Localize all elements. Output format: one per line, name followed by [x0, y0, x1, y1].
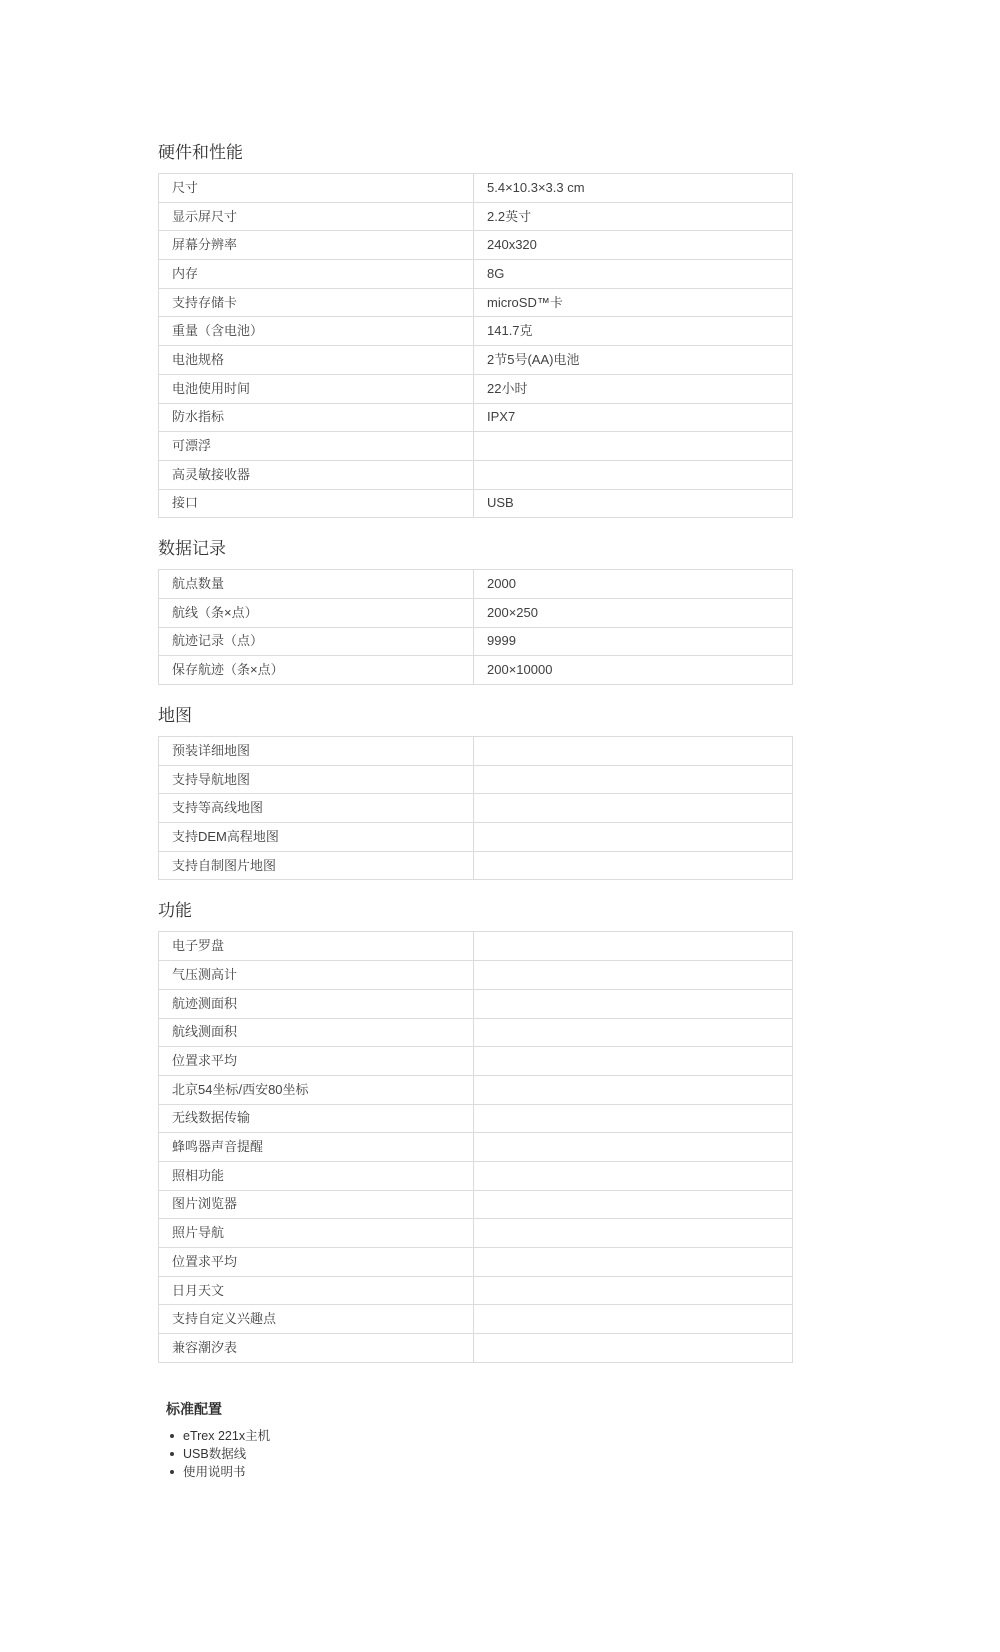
spec-row	[159, 627, 793, 656]
spec-label: 照相功能	[159, 1161, 474, 1190]
spec-table	[158, 569, 793, 685]
spec-label: 航线（条×点）	[159, 598, 474, 627]
spec-label: 支持DEM高程地图	[159, 823, 474, 852]
spec-row	[159, 202, 793, 231]
spec-label: 预装详细地图	[159, 737, 474, 766]
spec-label: 接口	[159, 489, 474, 518]
spec-sections	[158, 142, 792, 1363]
spec-value: IPX7	[474, 403, 793, 432]
spec-label: 重量（含电池）	[159, 317, 474, 346]
spec-row	[159, 932, 793, 961]
spec-value: 2000	[474, 570, 793, 599]
spec-row	[159, 489, 793, 518]
spec-value	[474, 432, 793, 461]
spec-row	[159, 989, 793, 1018]
spec-row	[159, 346, 793, 375]
standard-config-title: 标准配置	[166, 1400, 222, 1417]
spec-value	[474, 765, 793, 794]
spec-row	[159, 1047, 793, 1076]
spec-row	[159, 1075, 793, 1104]
spec-label: 兼容潮汐表	[159, 1334, 474, 1363]
spec-row	[159, 374, 793, 403]
spec-label: 蜂鸣器声音提醒	[159, 1133, 474, 1162]
spec-value: 2节5号(AA)电池	[474, 346, 793, 375]
spec-label: 无线数据传输	[159, 1104, 474, 1133]
standard-config-section	[166, 1400, 792, 1482]
spec-label: 内存	[159, 260, 474, 289]
spec-value	[474, 1075, 793, 1104]
spec-label: 支持导航地图	[159, 765, 474, 794]
spec-row	[159, 794, 793, 823]
spec-row	[159, 598, 793, 627]
spec-value	[474, 1334, 793, 1363]
spec-row	[159, 1104, 793, 1133]
spec-label: 支持自制图片地图	[159, 851, 474, 880]
spec-label: 电池使用时间	[159, 374, 474, 403]
spec-row	[159, 1018, 793, 1047]
spec-row	[159, 403, 793, 432]
spec-row	[159, 288, 793, 317]
spec-row	[159, 317, 793, 346]
spec-row	[159, 1190, 793, 1219]
spec-value	[474, 1133, 793, 1162]
spec-row	[159, 1161, 793, 1190]
spec-label: 支持自定义兴趣点	[159, 1305, 474, 1334]
spec-label: 照片导航	[159, 1219, 474, 1248]
spec-value	[474, 961, 793, 990]
spec-value	[474, 851, 793, 880]
spec-label: 防水指标	[159, 403, 474, 432]
section-title: 功能	[158, 901, 192, 921]
spec-row	[159, 1248, 793, 1277]
spec-label: 位置求平均	[159, 1047, 474, 1076]
spec-value: USB	[474, 489, 793, 518]
spec-value	[474, 989, 793, 1018]
spec-row	[159, 432, 793, 461]
spec-value: 200×250	[474, 598, 793, 627]
spec-row	[159, 851, 793, 880]
spec-value	[474, 1248, 793, 1277]
spec-label: 显示屏尺寸	[159, 202, 474, 231]
spec-value: 2.2英寸	[474, 202, 793, 231]
spec-value	[474, 1219, 793, 1248]
spec-row	[159, 460, 793, 489]
spec-label: 北京54坐标/西安80坐标	[159, 1075, 474, 1104]
spec-label: 保存航迹（条×点）	[159, 656, 474, 685]
spec-label: 支持等高线地图	[159, 794, 474, 823]
spec-value	[474, 1305, 793, 1334]
spec-label: 高灵敏接收器	[159, 460, 474, 489]
spec-label: 图片浏览器	[159, 1190, 474, 1219]
spec-value	[474, 1161, 793, 1190]
spec-value: microSD™卡	[474, 288, 793, 317]
spec-value	[474, 737, 793, 766]
spec-label: 可漂浮	[159, 432, 474, 461]
spec-value	[474, 1018, 793, 1047]
section-title: 数据记录	[158, 539, 226, 559]
spec-value	[474, 460, 793, 489]
spec-value	[474, 1104, 793, 1133]
spec-value: 22小时	[474, 374, 793, 403]
spec-row	[159, 737, 793, 766]
spec-value	[474, 1190, 793, 1219]
spec-row	[159, 570, 793, 599]
section-title: 地图	[158, 706, 192, 725]
spec-label: 航迹记录（点）	[159, 627, 474, 656]
spec-value: 8G	[474, 260, 793, 289]
spec-label: 屏幕分辨率	[159, 231, 474, 260]
spec-table	[158, 173, 793, 518]
spec-label: 位置求平均	[159, 1248, 474, 1277]
spec-label: 气压测高计	[159, 961, 474, 990]
spec-row	[159, 765, 793, 794]
spec-label: 尺寸	[159, 174, 474, 203]
spec-row	[159, 231, 793, 260]
spec-value: 141.7克	[474, 317, 793, 346]
spec-value: 200×10000	[474, 656, 793, 685]
spec-row	[159, 260, 793, 289]
standard-config-list	[166, 1427, 792, 1482]
spec-row	[159, 1305, 793, 1334]
spec-value	[474, 1047, 793, 1076]
spec-row	[159, 174, 793, 203]
list-item: 使用说明书	[166, 1463, 792, 1481]
spec-row	[159, 656, 793, 685]
spec-value	[474, 1276, 793, 1305]
spec-row	[159, 961, 793, 990]
spec-value: 240x320	[474, 231, 793, 260]
spec-label: 航迹测面积	[159, 989, 474, 1018]
spec-label: 电池规格	[159, 346, 474, 375]
section-title: 硬件和性能	[158, 143, 243, 162]
spec-row	[159, 823, 793, 852]
spec-value	[474, 932, 793, 961]
spec-row	[159, 1133, 793, 1162]
list-item: eTrex 221x主机	[166, 1427, 792, 1445]
spec-label: 航线测面积	[159, 1018, 474, 1047]
spec-value	[474, 823, 793, 852]
spec-value: 5.4×10.3×3.3 cm	[474, 174, 793, 203]
spec-row	[159, 1276, 793, 1305]
spec-row	[159, 1334, 793, 1363]
spec-label: 日月天文	[159, 1276, 474, 1305]
spec-table	[158, 931, 793, 1362]
spec-table	[158, 736, 793, 880]
spec-row	[159, 1219, 793, 1248]
spec-value	[474, 794, 793, 823]
list-item: USB数据线	[166, 1445, 792, 1463]
spec-label: 航点数量	[159, 570, 474, 599]
spec-value: 9999	[474, 627, 793, 656]
spec-label: 支持存储卡	[159, 288, 474, 317]
spec-content	[158, 0, 792, 1482]
spec-label: 电子罗盘	[159, 932, 474, 961]
